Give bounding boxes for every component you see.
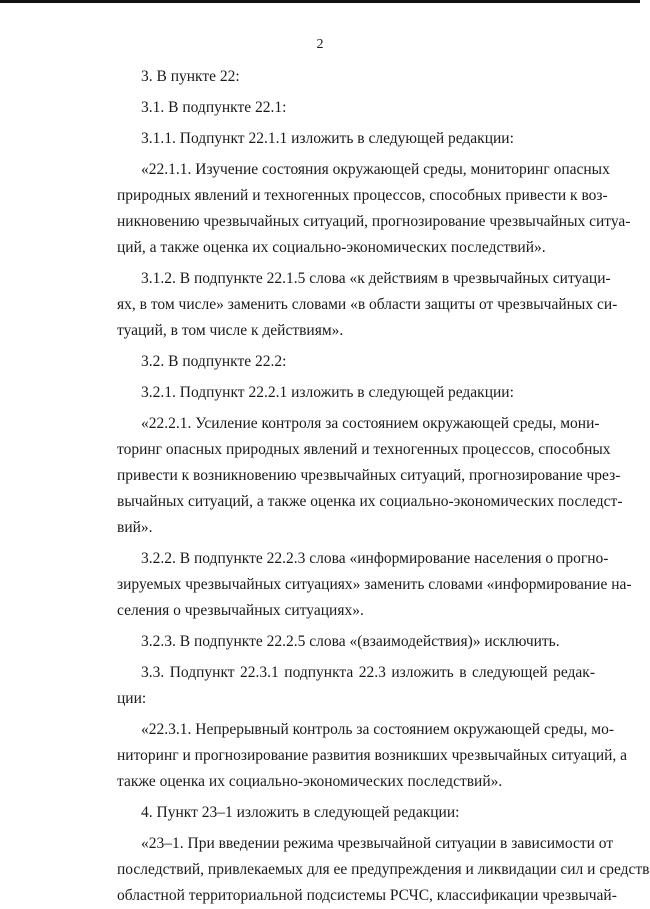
- text-line: 3.2.3. В подпункте 22.2.5 слова «(взаимодействия)» исключить.: [141, 633, 560, 650]
- text-line: 3.2. В подпункте 22.2:: [141, 353, 287, 370]
- paragraph: [117, 95, 595, 121]
- text-line: также оценка их социально-экономических последствий».: [117, 773, 503, 790]
- paragraph: [117, 157, 631, 261]
- text-line: 3. В пункте 22:: [141, 68, 240, 85]
- text-line: ции:: [117, 690, 147, 707]
- text-line: торинг опасных природных явлений и техногенных процессов, способных: [117, 441, 611, 458]
- text-line: 3.1.2. В подпункте 22.1.5 слова «к действиям в чрезвычайных ситуаци-: [141, 270, 611, 287]
- text-line: привести к возникновению чрезвычайных ситуаций, прогнозирование чрез-: [117, 467, 621, 484]
- text-line: ций, а также оценка их социально-экономических последствий».: [117, 239, 546, 256]
- paragraph: [117, 411, 623, 541]
- paragraph: [117, 717, 628, 795]
- paragraph: [117, 349, 595, 375]
- paragraph: [117, 266, 618, 344]
- text-line: «22.1.1. Изучение состояния окружающей среды, мониторинг опасных: [141, 161, 610, 178]
- text-line: никновению чрезвычайных ситуаций, прогнозирование чрезвычайных ситуа-: [117, 213, 631, 230]
- text-line: природных явлений и техногенных процессов, способных привести к воз-: [117, 187, 608, 204]
- text-line: 3.3. Подпункт 22.3.1 подпункта 22.3 изложить в следующей редак-: [141, 664, 595, 681]
- text-line: ях, в том числе» заменить словами «в области защиты от чрезвычайных си-: [117, 296, 618, 313]
- text-line: «23–1. При введении режима чрезвычайной ситуации в зависимости от: [141, 835, 614, 852]
- text-line: последствий, привлекаемых для ее предупреждения и ликвидации сил и средств: [117, 861, 650, 878]
- paragraph: [117, 629, 595, 655]
- paragraph: [117, 126, 595, 152]
- text-line: областной территориальной подсистемы РСЧС, классификации чрезвычай-: [117, 887, 617, 904]
- text-line: 3.1.1. Подпункт 22.1.1 изложить в следующей редакции:: [141, 130, 514, 147]
- text-line: 3.1. В подпункте 22.1:: [141, 99, 287, 116]
- page-number: 2: [316, 37, 324, 52]
- text-line: «22.3.1. Непрерывный контроль за состоянием окружающей среды, мо-: [141, 721, 615, 738]
- text-line: 4. Пункт 23–1 изложить в следующей редакции:: [141, 804, 460, 821]
- text-line: зируемых чрезвычайных ситуациях» заменить словами «информирование на-: [117, 576, 632, 593]
- paragraph: [117, 660, 595, 712]
- text-line: ниторинг и прогнозирование развития возникших чрезвычайных ситуаций, а: [117, 747, 628, 764]
- paragraph: [117, 831, 650, 909]
- paragraph: [117, 380, 595, 406]
- text-line: 3.2.1. Подпункт 22.2.1 изложить в следующей редакции:: [141, 384, 514, 401]
- text-line: селения о чрезвычайных ситуациях».: [117, 602, 364, 619]
- text-line: вий».: [117, 519, 153, 536]
- text-line: вычайных ситуаций, а также оценка их социально-экономических последст-: [117, 493, 623, 510]
- text-line: «22.2.1. Усиление контроля за состоянием окружающей среды, мони-: [141, 415, 600, 432]
- paragraph: [117, 546, 632, 624]
- text-line: 3.2.2. В подпункте 22.2.3 слова «информирование населения о прогно-: [141, 550, 609, 567]
- top-border-line: [0, 0, 640, 3]
- paragraph: [117, 800, 595, 826]
- document-body: [117, 64, 650, 909]
- text-line: туаций, в том числе к действиям».: [117, 322, 344, 339]
- paragraph: [117, 64, 595, 90]
